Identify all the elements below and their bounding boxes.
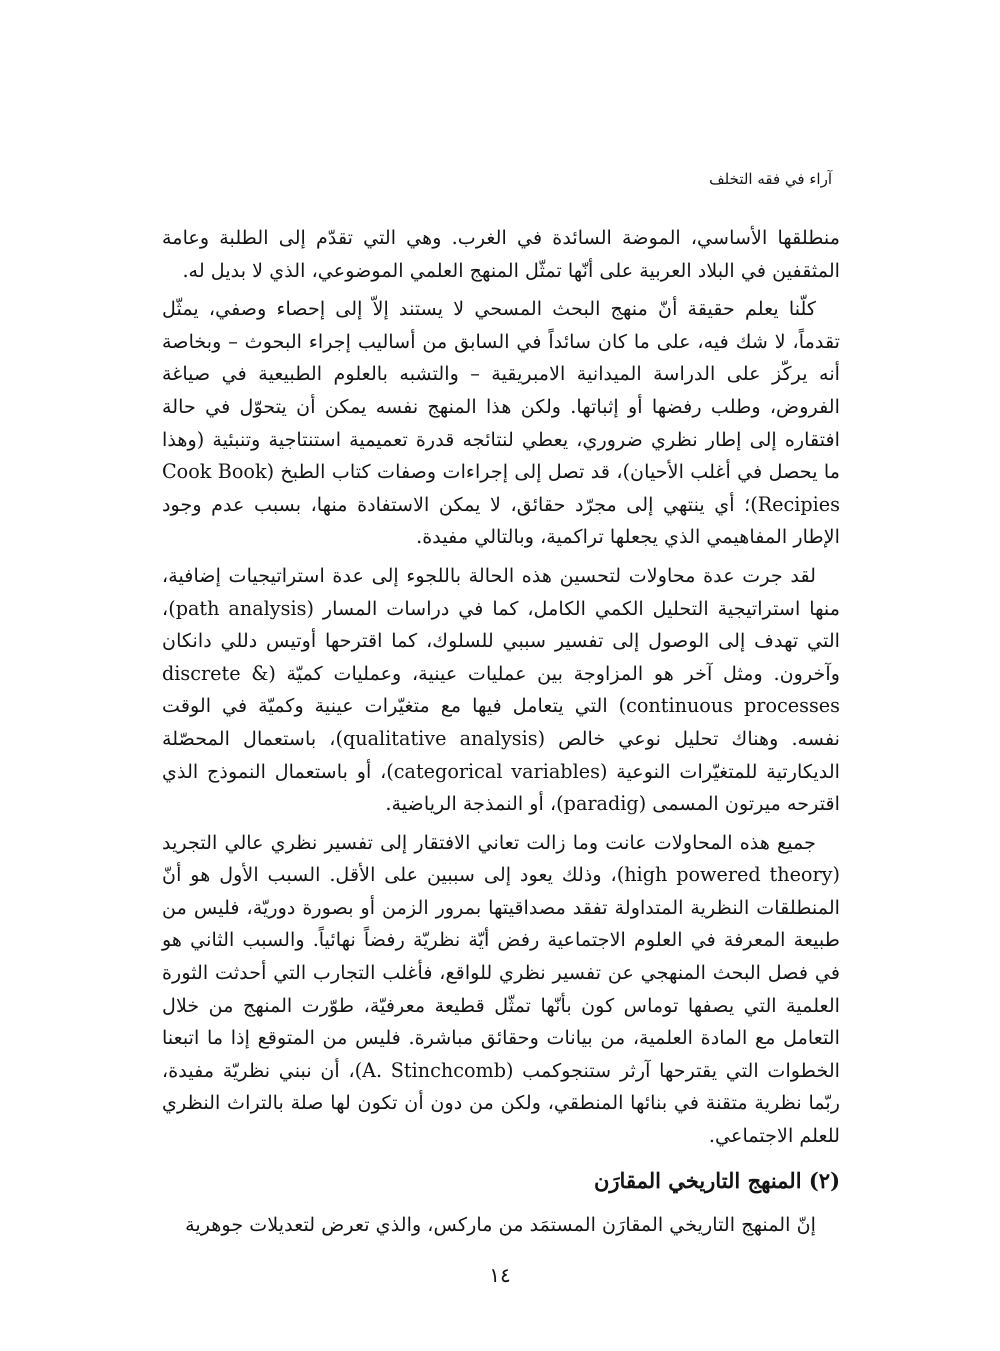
latin-term: path analysis	[175, 596, 307, 620]
latin-term: qualitative analysis	[342, 726, 538, 750]
paragraph-1: منطلقها الأساسي، الموضة السائدة في الغرب. وهي التي تقدّم إلى الطلبة وعامة المثقفين في البلاد العربية على أنّها تمثّل المنهج العلمي الموضوعي، الذي لا بديل له.	[162, 226, 840, 282]
paragraph-4: جميع هذه المحاولات عانت وما زالت تعاني الافتقار إلى تفسير نظري عالي التجريد (high powered theory)، وذلك يعود إلى سببين على الأقل. السبب الأول هو أنّ المنطلقات النظرية المتداولة تفقد مصداقيتها بمرور الزمن أو بصورة دوريّة، فليس من طبيعة المعرفة في العلوم الاجتماعية رفض أيّة نظريّة رفضاً نهائياً. والسبب الثاني هو في فصل البحث المنهجي عن تفسير نظري للواقع، فأغلب التجارب التي أحدثت الثورة العلمية التي يصفها توماس كون بأنّها تمثّل قطيعة معرفيّة، طوّرت المنهج من خلال التعامل مع المادة العلمية، من بيانات وحقائق مباشرة. فليس من المتوقع إذا ما اتبعنا الخطوات التي يقترحها آرثر ستنجوكمب (A. Stinchcomb)، أن نبني نظريّة مفيدة، ربّما نظرية متقنة في بنائها المنطقي، ولكن من دون أن تكون لها صلة بالتراث النظري للعلم الاجتماعي.	[162, 830, 841, 1148]
paragraph-2: كلّنا يعلم حقيقة أنّ منهج البحث المسحي لا يستند إلاّ إلى إحصاء وصفي، يمثّل تقدماً، لا شك فيه، على ما كان سائداً في السابق من أساليب إجراء البحوث – وبخاصة أنه يركّز على الدراسة الميدانية الامبريقية – والتشبه بالعلوم الطبيعية في صياغة الفروض، وطلب رفضها أو إثباتها. ولكن هذا المنهج نفسه يمكن أن يتحوّل في حالة افتقاره إلى إطار نظري ضروري، يعطي لنتائجه قدرة تعميمية استنتاجية وتنبئية (وهذا ما يحصل في أغلب الأحيان)، قد تصل إلى إجراءات وصفات كتاب الطبخ (Cook Book Recipies)؛ أي ينتهي إلى مجرّد حقائق، لا يمكن الاستفادة منها، بسبب عدم وجود الإطار المفاهيمي الذي يجعلها تراكمية، وبالتالي مفيدة.	[162, 297, 841, 549]
running-head: آراء في فقه التخلف	[709, 170, 832, 188]
latin-term: A. Stinchcomb	[362, 1058, 507, 1082]
page-number: ١٤	[489, 1263, 511, 1287]
latin-term: paradig	[563, 792, 639, 816]
section-heading: (٢) المنهج التاريخي المقارَن	[593, 1167, 840, 1193]
paragraph-5: إنّ المنهج التاريخي المقارَن المستمَد من ماركس، والذي تعرض لتعديلات جوهرية	[185, 1212, 816, 1236]
body-text	[162, 222, 840, 1247]
latin-term: discrete & continuous processes	[162, 661, 841, 718]
paragraph-3: لقد جرت عدة محاولات لتحسين هذه الحالة باللجوء إلى عدة استراتيجيات إضافية، منها استراتيجية التحليل الكمي الكامل، كما في دراسات المسار (path analysis)، التي تهدف إلى الوصول إلى تفسير سببي للسلوك، كما اقترحها أوتيس دللي دانكان وآخرون. ومثل آخر هو المزاوجة بين عمليات عينية، وعمليات كميّة (discrete & continuous processes) التي يتعامل فيها مع متغيّرات عينية وكميّة في الوقت نفسه. وهناك تحليل نوعي خالص (qualitative analysis)، باستعمال المحصّلة الديكارتية للمتغيّرات النوعية (categorical variables)، أو باستعمال النموذج الذي اقترحه ميرتون المسمى (paradig)، أو النمذجة الرياضية.	[162, 563, 841, 816]
latin-term: categorical variables	[393, 759, 600, 783]
latin-term: Cook Book Recipies	[162, 460, 840, 516]
latin-term: high powered theory	[624, 863, 833, 887]
